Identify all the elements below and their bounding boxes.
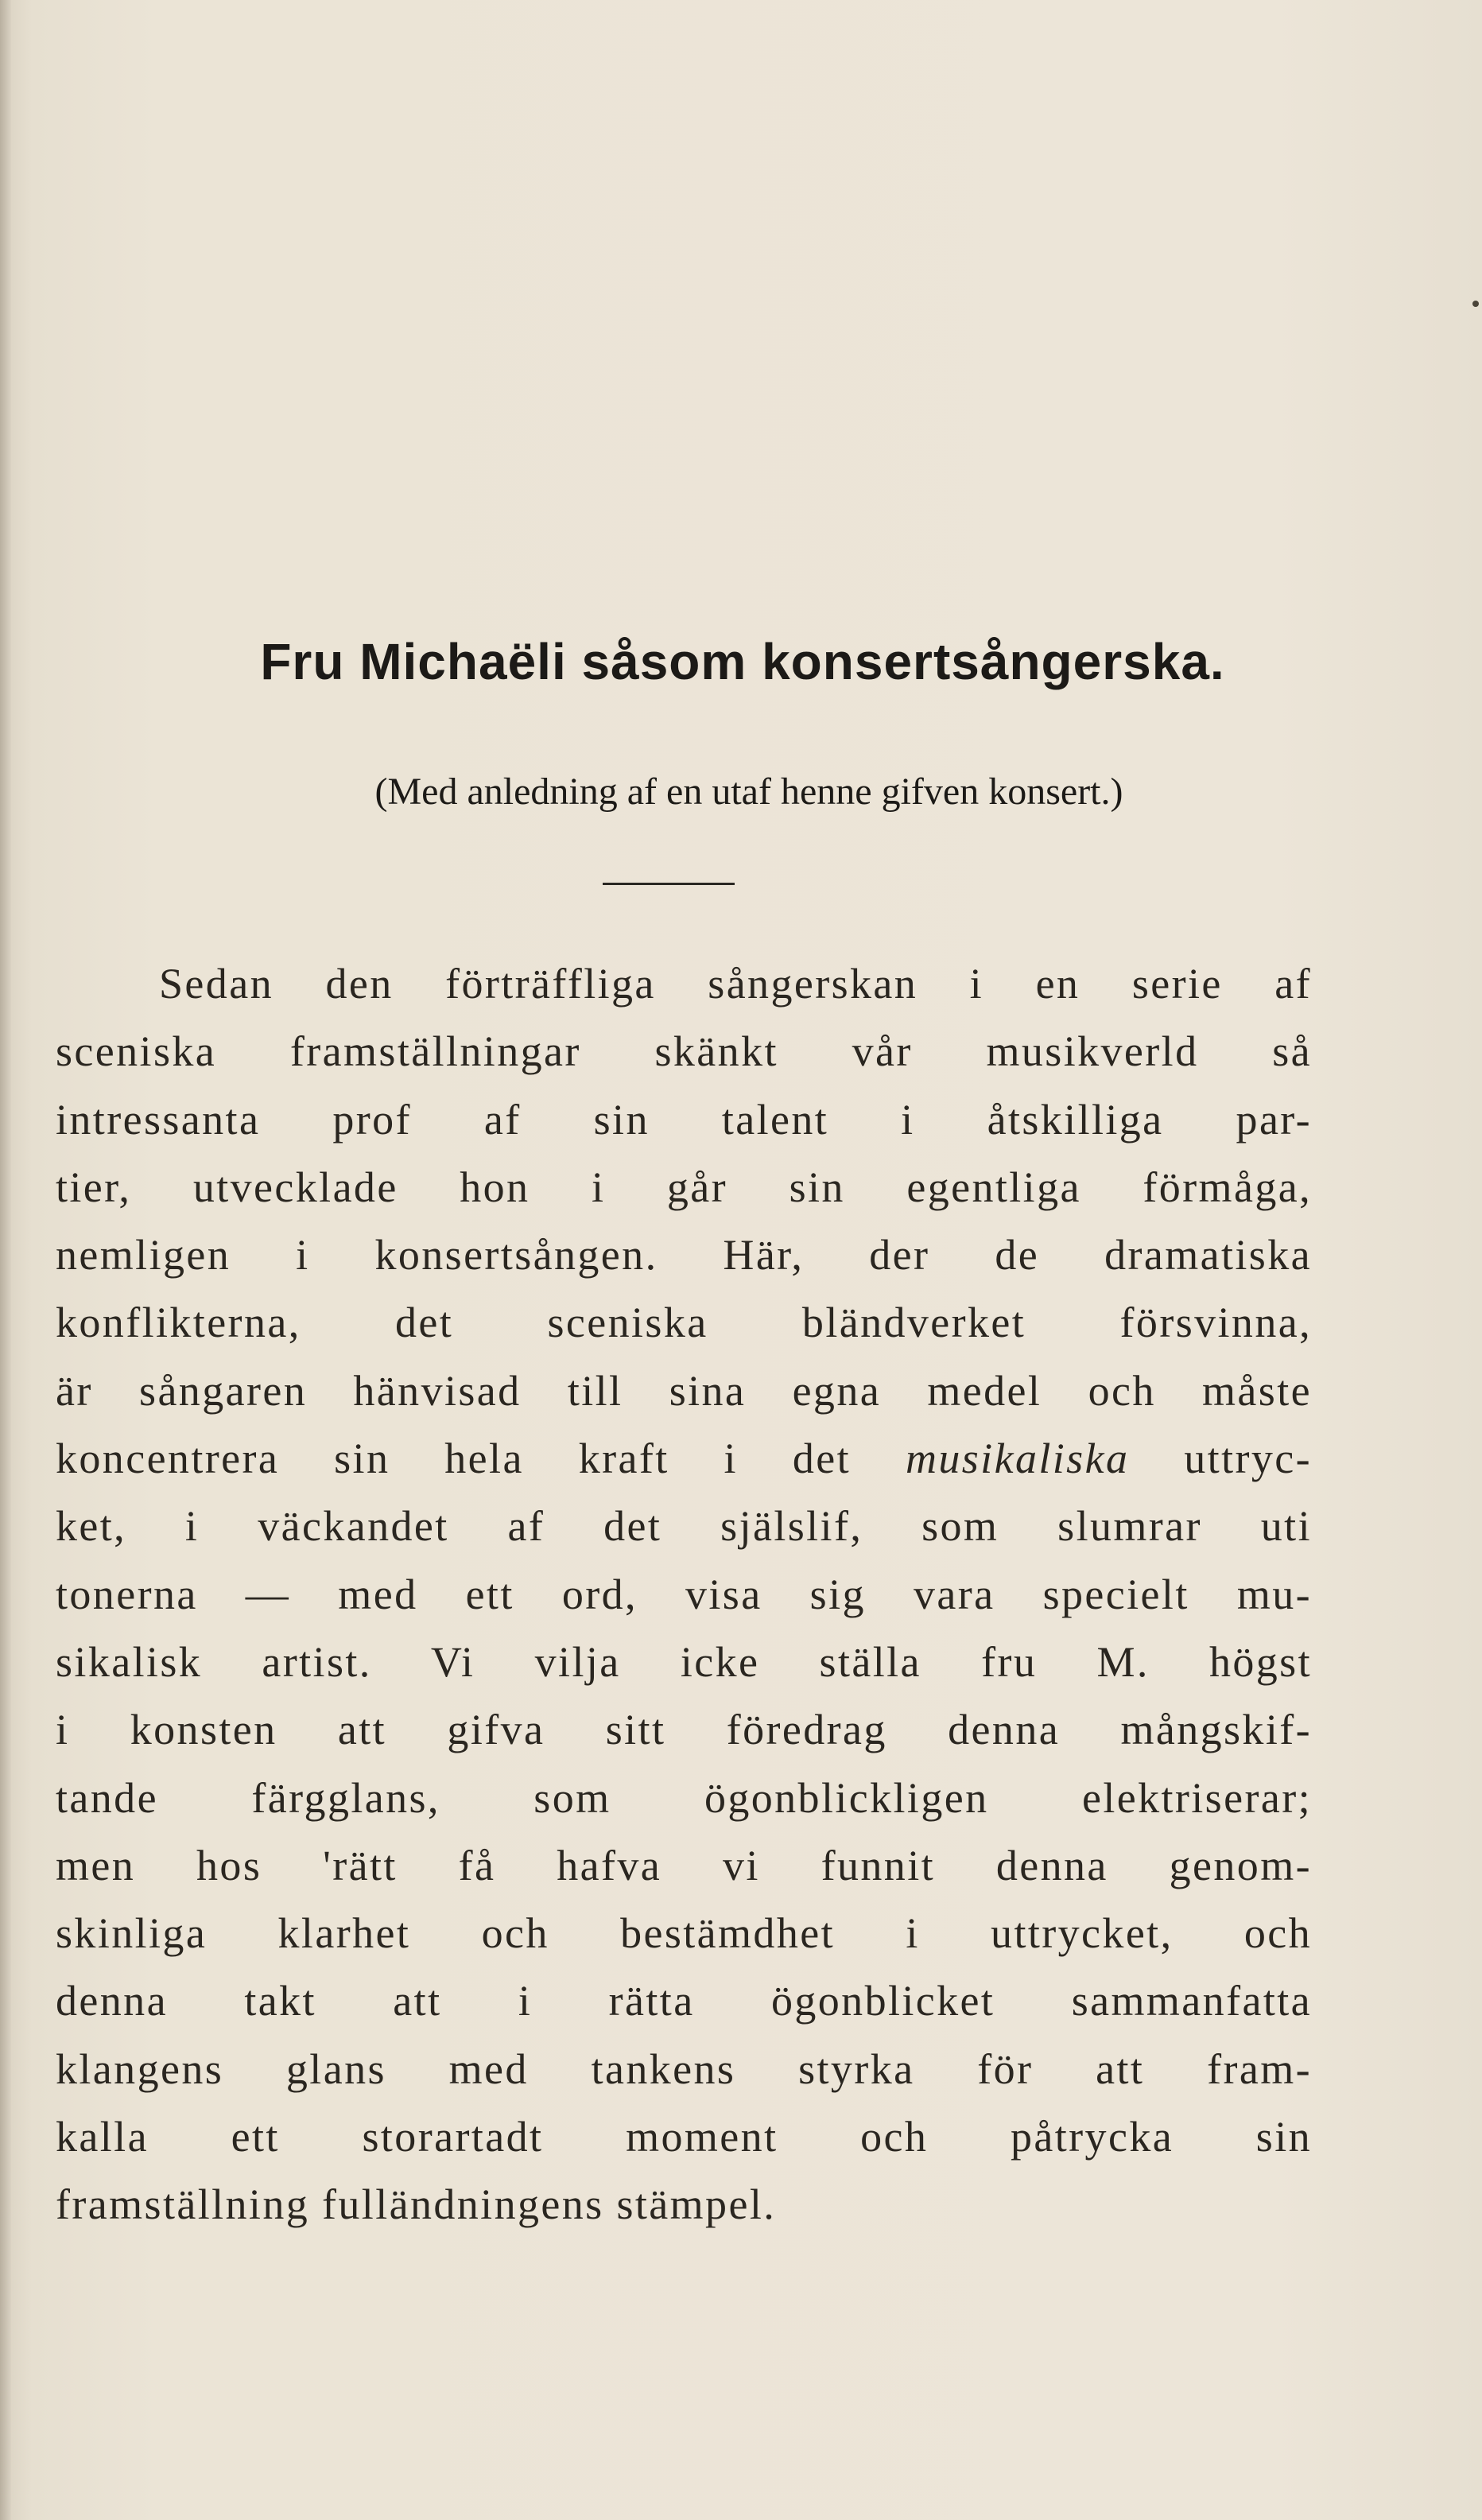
body-line: konflikterna, det sceniska bländverket försvinna, (56, 1299, 1312, 1347)
body-line: ket, i väckandet af det själslif, som slumrar uti (56, 1502, 1312, 1551)
body-line: intressanta prof af sin talent i åtskilliga par- (56, 1095, 1312, 1144)
body-line: tier, utvecklade hon i går sin egentliga förmåga, (56, 1163, 1312, 1211)
body-line-segment: uttryc- (1184, 1435, 1313, 1483)
article-title: Fru Michaëli såsom konsertsångerska. (260, 633, 1225, 690)
body-line: kalla ett storartadt moment och påtrycka sin (56, 2113, 1312, 2161)
body-line: tonerna — med ett ord, visa sig vara specielt mu- (56, 1570, 1312, 1618)
body-line: nemligen i konsertsången. Här, der de dramatiska (56, 1231, 1312, 1279)
body-line-with-emphasis (56, 1425, 1312, 1493)
body-line: sceniska framställningar skänkt vår musikverld så (56, 1027, 1312, 1076)
page-binding-edge (0, 0, 11, 2520)
section-divider (603, 883, 735, 885)
body-line: denna takt att i rätta ögonblicket sammanfatta (56, 1977, 1312, 2025)
body-line: tande färgglans, som ögonblickligen elektriserar; (56, 1773, 1312, 1822)
article-body (56, 950, 1312, 2239)
body-line: i konsten att gifva sitt föredrag denna mångskif- (56, 1706, 1312, 1754)
body-line: Sedan den förträffliga sångerskan i en serie af (159, 960, 1312, 1008)
body-line: är sångaren hänvisad till sina egna medel och måste (56, 1366, 1312, 1415)
ink-speck (1472, 301, 1479, 307)
body-line-segment: koncentrera sin hela kraft i det (56, 1435, 852, 1483)
body-line: framställning fulländningens stämpel. (56, 2180, 777, 2229)
emphasized-word: musikaliska (905, 1435, 1130, 1483)
article-subtitle: (Med anledning af en utaf henne gifven konsert.) (374, 771, 1123, 813)
body-line: men hos 'rätt få hafva vi funnit denna genom- (56, 1841, 1312, 1889)
body-line: skinliga klarhet och bestämdhet i uttrycket, och (56, 1909, 1312, 1958)
body-line: sikalisk artist. Vi vilja icke ställa fru M. högst (56, 1637, 1312, 1686)
body-line: klangens glans med tankens styrka för att fram- (56, 2044, 1312, 2093)
